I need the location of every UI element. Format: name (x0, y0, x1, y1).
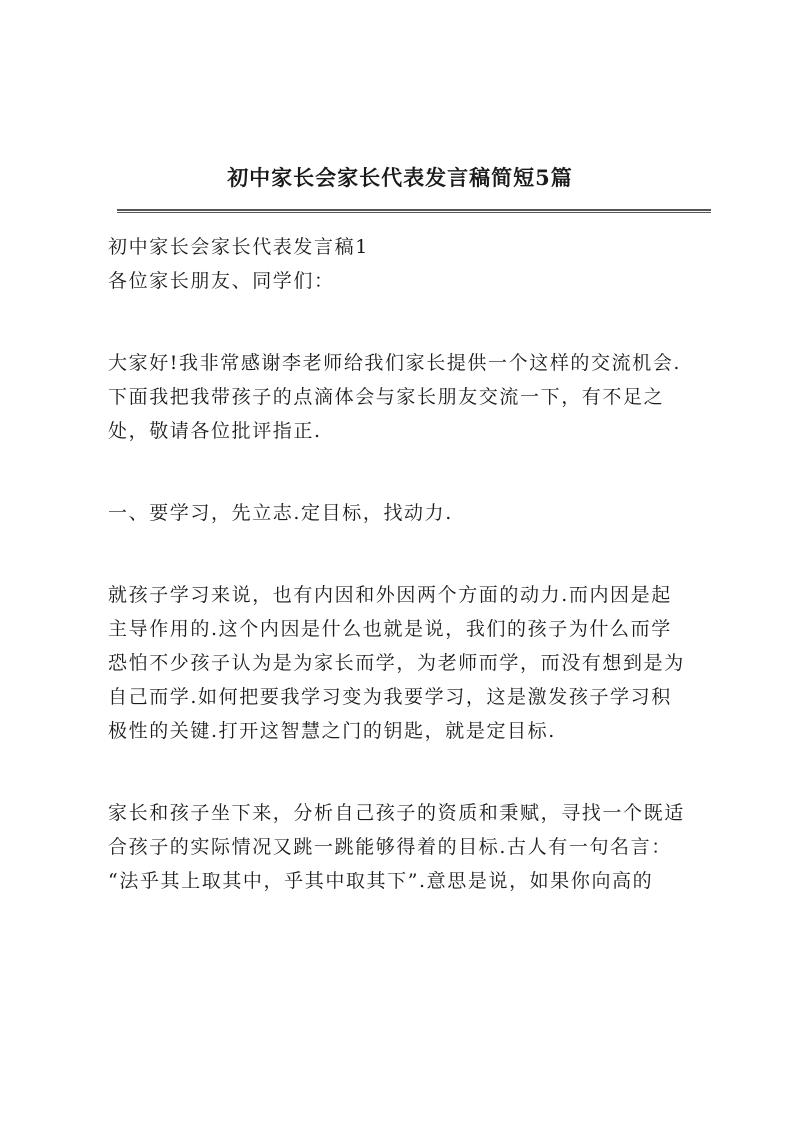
paragraph-3 (108, 796, 718, 898)
paragraph-line: 恐怕不少孩子认为是为家长而学，为老师而学，而没有想到是为 (108, 652, 685, 674)
paragraph-2 (108, 578, 718, 748)
section-heading-1: 一、要学习，先立志.定目标，找动力. (108, 502, 453, 524)
paragraph-line: 极性的关键.打开这智慧之门的钥匙，就是定目标. (108, 720, 556, 742)
paragraph-line: 主导作用的.这个内因是什么也就是说，我们的孩子为什么而学 (108, 618, 672, 640)
salutation: 各位家长朋友、同学们： (108, 270, 335, 292)
paragraph-gap (108, 748, 718, 796)
document-body (108, 230, 718, 898)
paragraph-gap (108, 530, 718, 578)
paragraph-line: 自己而学.如何把要我学习变为我要学习，这是激发孩子学习积 (108, 686, 672, 708)
paragraph-line: 就孩子学习来说，也有内因和外因两个方面的动力.而内因是起 (108, 584, 672, 606)
paragraph-line: 合孩子的实际情况又跳一跳能够得着的目标.古人有一句名言： (108, 836, 672, 858)
paragraph-line: 大家好!我非常感谢李老师给我们家长提供一个这样的交流机会. (108, 352, 682, 374)
document-title: 初中家长会家长代表发言稿简短5篇 (227, 165, 573, 190)
paragraph-gap (108, 448, 718, 496)
paragraph-gap (108, 298, 718, 346)
paragraph-line: 下面我把我带孩子的点滴体会与家长朋友交流一下，有不足之 (108, 386, 665, 408)
paragraph-1 (108, 346, 718, 448)
title-divider (117, 209, 711, 213)
paragraph-line: “法乎其上取其中，乎其中取其下”.意思是说，如果你向高的 (108, 870, 654, 892)
paragraph-line: 处，敬请各位批评指正. (108, 420, 322, 442)
section-subtitle: 初中家长会家长代表发言稿1 (108, 236, 369, 258)
paragraph-line: 家长和孩子坐下来，分析自己孩子的资质和秉赋，寻找一个既适 (108, 802, 685, 824)
